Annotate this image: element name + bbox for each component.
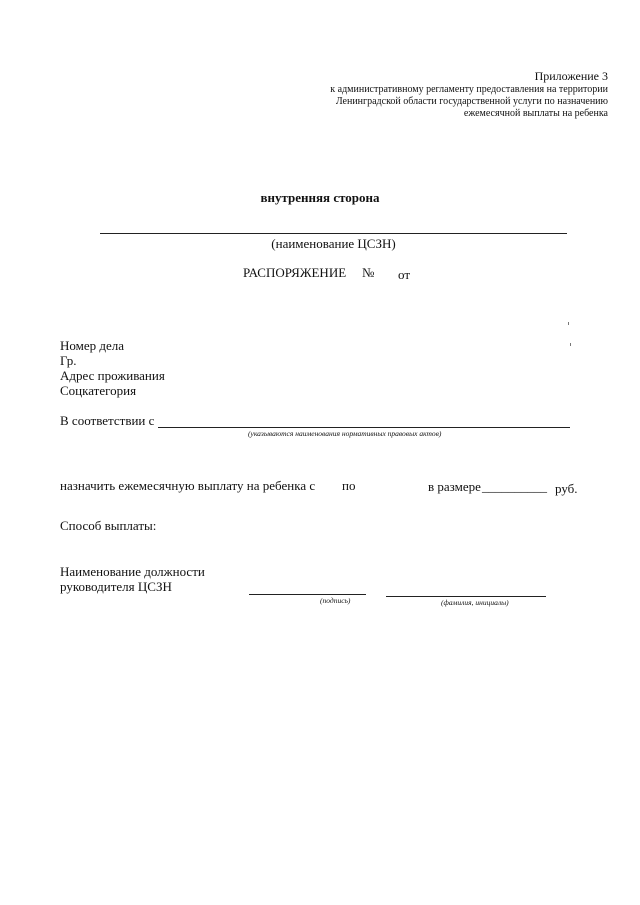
assignment-text: назначить ежемесячную выплату на ребенка с: [60, 478, 316, 493]
order-title: РАСПОРЯЖЕНИЕ: [243, 265, 347, 280]
legal-basis-label: В соответствии с: [60, 413, 155, 428]
payment-method-label: Способ выплаты:: [60, 518, 157, 533]
amount-label: в размере: [428, 479, 481, 494]
address-label: Адрес проживания: [60, 368, 165, 383]
regulation-line-3: ежемесячной выплаты на ребенка: [463, 108, 608, 119]
full-name-line: [386, 596, 546, 597]
signature-line: [249, 594, 366, 595]
scan-speck: [568, 322, 569, 325]
organization-caption: (наименование ЦСЗН): [271, 236, 396, 251]
currency-label: руб.: [555, 481, 578, 496]
regulation-line-1: к административному регламенту предоставления на территории: [330, 84, 608, 95]
scan-speck: [570, 343, 571, 346]
case-number-label: Номер дела: [60, 338, 125, 353]
signature-caption: (подпись): [320, 596, 351, 605]
full-name-caption: (фамилия, инициалы): [441, 598, 509, 607]
order-number-sign: №: [362, 265, 375, 280]
assignment-to-label: по: [342, 478, 356, 493]
regulation-line-2: Ленинградской области государственной услуги по назначению: [335, 96, 608, 107]
appendix-title: Приложение 3: [534, 69, 608, 83]
order-date-label: от: [398, 267, 411, 282]
organization-name-line: [100, 233, 567, 234]
legal-basis-caption: (указываются наименования нормативных правовых актов): [248, 429, 442, 438]
amount-blank: __________: [482, 479, 547, 494]
inner-side-title: внутренняя сторона: [260, 190, 380, 205]
legal-basis-line: [158, 427, 570, 428]
position-label-line-1: Наименование должности: [60, 564, 205, 579]
position-label-line-2: руководителя ЦСЗН: [60, 579, 172, 594]
citizen-label: Гр.: [60, 353, 77, 368]
social-category-label: Соцкатегория: [60, 383, 137, 398]
